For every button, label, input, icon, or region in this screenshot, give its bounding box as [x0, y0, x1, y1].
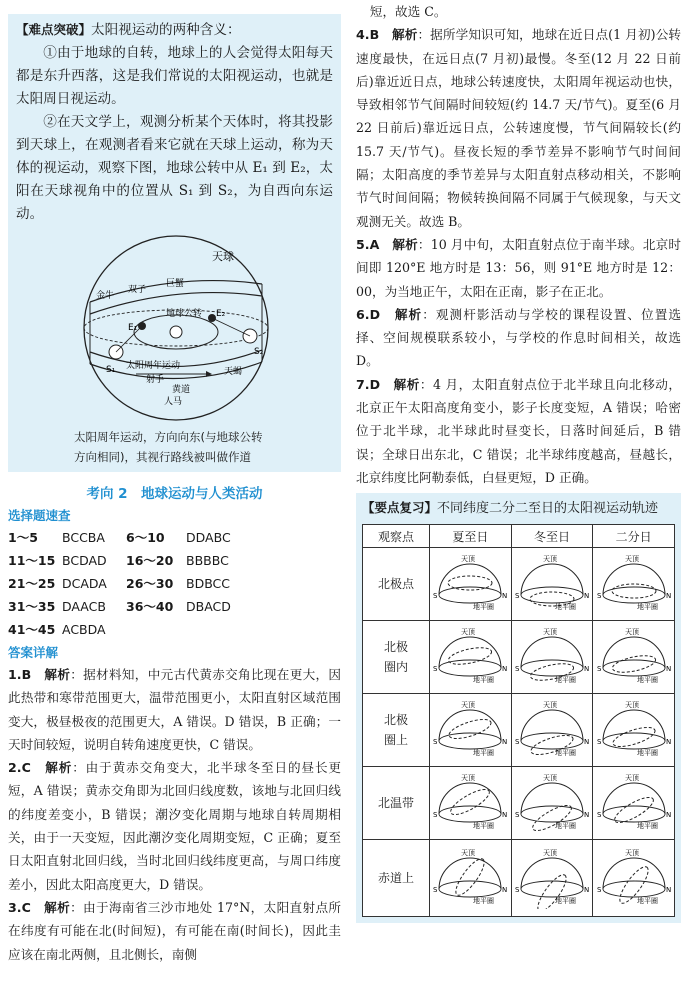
answer-values: DBACD — [186, 599, 231, 614]
row-label: 北极 圈内 — [363, 621, 430, 694]
south-label: S — [596, 591, 602, 600]
explanation-item — [356, 233, 681, 303]
row-label: 北极 圈上 — [363, 694, 430, 767]
horizon-ellipse — [603, 660, 665, 676]
sun-path-dome-cell — [593, 840, 675, 917]
sun-path-dome-svg — [597, 845, 671, 909]
item-number: 3. — [8, 899, 22, 915]
sun-path-line — [452, 855, 489, 899]
difficulty-breakthrough-box — [8, 14, 341, 472]
horizon-label: 地平圈 — [636, 896, 658, 905]
south-label: S — [514, 591, 520, 600]
horizon-label: 地平圈 — [554, 896, 576, 905]
sun-path-dome-svg — [433, 697, 507, 761]
zenith-label: 天顶 — [624, 848, 639, 857]
sun-path-line — [447, 715, 493, 742]
celestial-sphere-diagram — [16, 232, 333, 466]
answer-range: 11～15 — [8, 553, 56, 568]
table-row — [363, 767, 675, 840]
sun-path-dome-cell — [511, 767, 593, 840]
sun-path-dome-svg — [515, 624, 589, 688]
explanation-item — [356, 303, 681, 373]
answer-range: 41～45 — [8, 622, 56, 637]
sun-path-dome-cell — [593, 621, 675, 694]
north-label: N — [665, 591, 671, 600]
horizon-label: 地平圈 — [473, 675, 495, 684]
item-label: 解析 — [392, 236, 418, 252]
south-label: S — [433, 885, 438, 894]
explanation-item — [8, 663, 341, 756]
item-answer: D — [369, 306, 381, 322]
sun-path-dome-svg — [433, 845, 507, 909]
sun-path-dome-svg — [597, 697, 671, 761]
item-text: ：据材料知，中元古代黄赤交角比现在更大，因此热带和寒带范围更大，温带范围更小，太阳直射区域范围变大，极昼极夜的范围更大，A 错误。D 错误，B 正确；一天时间较短，说明自转角速度更快，C 错误。 — [8, 667, 342, 752]
horizon-ellipse — [603, 733, 665, 749]
zenith-label: 天顶 — [542, 554, 557, 563]
item-text: ：由于海南省三沙市地处 17°N，太阳直射点所在纬度有可能在北(时间短)，有可能在南(时间长)，因此圭应该在南北两侧，且北侧长，南侧 — [8, 899, 342, 962]
answer-row — [8, 526, 341, 549]
sun-path-dome-cell — [593, 548, 675, 621]
answer-values: BDBCC — [186, 576, 231, 591]
horizon-ellipse — [439, 660, 501, 676]
section-title: 考向 2 地球运动与人类活动 — [86, 486, 263, 502]
horizon-ellipse — [439, 587, 501, 603]
zenith-label: 天顶 — [461, 627, 476, 636]
explanation-item — [8, 896, 341, 966]
item-label: 解析 — [392, 27, 418, 43]
key-review-box — [356, 493, 681, 923]
sun-path-dome-cell — [593, 694, 675, 767]
celestial-sphere-svg — [16, 232, 333, 422]
label-s1: S₁ — [106, 365, 116, 375]
left-column — [8, 14, 341, 966]
item-3-continuation: 短，故选 C。 — [369, 4, 447, 19]
north-label: N — [665, 885, 671, 894]
answer-range: 26～30 — [126, 576, 174, 591]
north-label: N — [583, 810, 589, 819]
table-row — [363, 840, 675, 917]
label-e1: E₁ — [128, 323, 138, 333]
horizon-label: 地平圈 — [636, 821, 658, 830]
label-scorpio: 天蝎 — [224, 367, 243, 377]
horizon-label: 地平圈 — [554, 675, 576, 684]
sun-path-dome-cell — [430, 840, 512, 917]
sun-path-dome-svg — [515, 845, 589, 909]
detail-title: 答案详解 — [8, 645, 59, 660]
south-label: S — [514, 810, 520, 819]
answer-values: DAACB — [62, 599, 106, 614]
zenith-label: 天顶 — [542, 773, 557, 782]
horizon-label: 地平圈 — [554, 602, 576, 611]
sun-path-dome-svg — [433, 624, 507, 688]
south-label: S — [433, 810, 438, 819]
south-label: S — [596, 810, 602, 819]
item-number: 7. — [356, 376, 370, 392]
horizon-label: 地平圈 — [473, 602, 495, 611]
zenith-label: 天顶 — [542, 627, 557, 636]
item-text: ：4 月，太阳直射点位于北半球且向北移动，北京正午太阳高度角变小，影子长度变短，A 错误；哈密位于北半球，北半球此时昼变长，日落时间延后，B 错误；全球日出东北，C 错误；北半球纬度越高，昼越长，北京纬度比阿勒泰低，白昼更短，D 正确。 — [356, 376, 682, 485]
north-label: N — [502, 591, 508, 600]
south-label: S — [433, 664, 438, 673]
explanation-item — [356, 23, 681, 233]
zenith-label: 天顶 — [461, 848, 476, 857]
concept-intro-text: 太阳视运动的两种含义： — [91, 22, 241, 38]
table-header: 观察点 — [363, 525, 430, 548]
answer-values: DCADA — [62, 576, 107, 591]
zenith-label: 天顶 — [542, 700, 557, 709]
zenith-label: 天顶 — [461, 700, 476, 709]
item-label: 解析 — [44, 899, 71, 915]
sun-path-line — [447, 644, 493, 667]
item-answer: C — [21, 899, 31, 915]
answer-grid — [8, 526, 341, 641]
label-gemini: 双子 — [128, 285, 147, 295]
item-label: 解析 — [44, 667, 71, 682]
horizon-ellipse — [603, 881, 665, 897]
label-celestial-sphere: 天球 — [212, 250, 234, 263]
item-text: ：观测杆影活动与学校的课程设置、位置选择、空间规模联系较小，与学校的作息时间相关，故选 D。 — [356, 306, 682, 369]
horizon-label: 地平圈 — [473, 896, 495, 905]
horizon-ellipse — [439, 881, 501, 897]
north-label: N — [665, 810, 671, 819]
concept-tag: 【难点突破】 — [16, 22, 92, 37]
answer-range: 31～35 — [8, 599, 56, 614]
south-label: S — [596, 737, 602, 746]
sun-path-dome-cell — [511, 840, 593, 917]
horizon-label: 地平圈 — [554, 748, 576, 757]
south-label: S — [596, 664, 602, 673]
answer-range: 36～40 — [126, 599, 174, 614]
sun-path-dome-cell — [430, 694, 512, 767]
label-e2: E₂ — [216, 309, 226, 319]
row-label: 北温带 — [363, 767, 430, 840]
sun-path-dome-cell — [511, 694, 593, 767]
diagram-caption-line-1: 太阳周年运动，方向向东(与地球公转 — [74, 430, 263, 444]
sun-path-dome-svg — [597, 770, 671, 834]
sun-path-line — [611, 652, 657, 675]
table-body — [363, 548, 675, 917]
item-label: 解析 — [394, 306, 423, 322]
right-column — [356, 0, 681, 923]
answer-values: BCCBA — [62, 530, 105, 545]
north-label: N — [502, 664, 508, 673]
zenith-label: 天顶 — [624, 773, 639, 782]
explanation-item — [356, 373, 681, 489]
label-cancer: 巨蟹 — [166, 279, 185, 289]
south-label: S — [514, 885, 520, 894]
answer-values: BBBBC — [186, 553, 229, 568]
horizon-label: 地平圈 — [554, 821, 576, 830]
answer-range: 16～20 — [126, 553, 174, 568]
answer-range: 1～5 — [8, 530, 38, 545]
answer-row — [8, 618, 341, 641]
zenith-label: 天顶 — [461, 554, 476, 563]
item-answer: D — [369, 376, 381, 392]
table-row — [363, 548, 675, 621]
row-label: 北极点 — [363, 548, 430, 621]
sun-path-dome-svg — [433, 551, 507, 615]
label-taurus: 金牛 — [96, 291, 115, 301]
dome-outline — [521, 637, 583, 668]
concept-intro — [16, 18, 333, 42]
table-header: 二分日 — [593, 525, 675, 548]
item-answer: B — [369, 27, 380, 43]
table-header: 夏至日 — [430, 525, 512, 548]
answer-range: 21～25 — [8, 576, 56, 591]
item-number: 6. — [356, 306, 370, 322]
south-label: S — [433, 591, 438, 600]
label-ecliptic: 黄道 — [172, 385, 191, 395]
horizon-label: 地平圈 — [636, 675, 658, 684]
label-sagittarius: 射手 — [146, 375, 165, 385]
concept-point-2: ②在天文学上，观测分析某个天体时，将其投影到天球上，在观测者看来它就在天球上运动，称为天体的视运动，观察下图，地球公转中从 E₁ 到 E₂，太阳在天球视角中的位置从 S₁ 到 S₂，为自西向东运动。 — [16, 114, 333, 222]
north-label: N — [665, 737, 671, 746]
sun-path-dome-cell — [430, 621, 512, 694]
label-sun-annual-motion: 太阳周年运动 — [126, 361, 181, 371]
north-label: N — [502, 810, 508, 819]
answer-row — [8, 595, 341, 618]
north-label: N — [583, 591, 589, 600]
row-label: 赤道上 — [363, 840, 430, 917]
sun-path-dome-svg — [433, 770, 507, 834]
sun-path-dome-cell — [511, 548, 593, 621]
sun-path-dome-svg — [515, 697, 589, 761]
north-label: N — [665, 664, 671, 673]
review-title: 不同纬度二分二至日的太阳视运动轨迹 — [437, 501, 659, 517]
item-number: 2. — [8, 760, 22, 776]
horizon-ellipse — [521, 881, 583, 897]
review-tag: 【要点复习】 — [362, 500, 438, 516]
sun-path-dome-cell — [430, 548, 512, 621]
item-answer: A — [369, 236, 380, 252]
item-label: 解析 — [393, 376, 420, 392]
diagram-caption-line-2: 方向相同)，其视行路线被叫做作道 — [74, 450, 251, 464]
answer-range: 6～10 — [126, 530, 165, 545]
answer-values: ACBDA — [62, 622, 106, 637]
dome-outline — [439, 783, 501, 814]
horizon-label: 地平圈 — [473, 748, 495, 757]
horizon-ellipse — [439, 733, 501, 749]
item-text: ：10 月中旬，太阳直射点位于南半球。北京时间即 120°E 地方时是 13：56，则 91°E 地方时是 12：00，为当地正午，太阳在正南，影子在正北。 — [356, 236, 682, 299]
item-number: 4. — [356, 27, 370, 43]
item-label: 解析 — [45, 760, 73, 776]
zenith-label: 天顶 — [542, 848, 557, 857]
sun-path-line — [448, 785, 493, 819]
sun-path-dome-svg — [597, 624, 671, 688]
item-answer: C — [21, 760, 31, 776]
table-row — [363, 694, 675, 767]
dome-outline — [603, 783, 665, 814]
sun-path-dome-svg — [597, 551, 671, 615]
sun-path-dome-cell — [593, 767, 675, 840]
horizon-label: 地平圈 — [636, 748, 658, 757]
sun-path-dome-svg — [515, 770, 589, 834]
label-centaur: 人马 — [164, 397, 183, 407]
zenith-label: 天顶 — [624, 554, 639, 563]
zenith-label: 天顶 — [624, 700, 639, 709]
label-earth-revolution: 地球公转 — [166, 309, 203, 319]
north-label: N — [583, 737, 589, 746]
horizon-ellipse — [439, 806, 501, 822]
dome-outline — [521, 564, 583, 595]
quick-check-title: 选择题速查 — [8, 508, 71, 523]
item-text: ：据所学知识可知，地球在近日点(1 月初)公转速度最快，在远日点(7 月初)最慢。冬至(12 月 22 日前后)靠近近日点，地球公转速度快，太阳周年视运动也快，导致相邻节气间隔时间较短(约 14.7 天/节气)。夏至(6 月 22 日前后)靠近远日点，公转速度慢，节气间隔较长(约 15.7 天/节气)。昼夜长短的季节差异不影响节气时间间隔；太阳高度的季节差异与太阳直射点移动相关，不影响节气时间间隔；物候转换间隔不同属于气候现象，与天文观测无关。故选 B。 — [356, 27, 682, 229]
horizon-ellipse — [603, 806, 665, 822]
north-label: N — [583, 664, 589, 673]
horizon-label: 地平圈 — [473, 821, 495, 830]
item-text: ：由于黄赤交角变大，北半球冬至日的昼长更短，A 错误；黄赤交角即为北回归线度数，该地与北回归线的纬度差变小，B 错误；潮汐变化周期与地球自转周期相关，由于一天变短，因此潮汐变化周期变短，C 正确；夏至日太阳直射北回归线，当时北回归线纬度更高，与周口纬度差小，因此太阳高度更大，D 错误。 — [8, 760, 342, 892]
item-number: 1. — [8, 667, 22, 682]
dome-outline — [521, 858, 583, 889]
south-label: S — [596, 885, 602, 894]
answer-row — [8, 549, 341, 572]
review-heading — [362, 497, 675, 520]
zenith-label: 天顶 — [624, 627, 639, 636]
concept-point-1: ①由于地球的自转，地球上的人会觉得太阳每天都是东升西落，这是我们常说的太阳视运动，也就是太阳周日视运动。 — [16, 45, 333, 107]
explanation-item — [8, 756, 341, 896]
south-label: S — [433, 737, 438, 746]
table-header-row — [363, 525, 675, 548]
sun-path-dome-cell — [511, 621, 593, 694]
sun-path-table — [362, 524, 675, 917]
sun-path-dome-svg — [515, 551, 589, 615]
table-row — [363, 621, 675, 694]
north-label: N — [502, 885, 508, 894]
dome-outline — [603, 637, 665, 668]
label-s2: S₂ — [254, 347, 264, 357]
south-label: S — [514, 664, 520, 673]
item-number: 5. — [356, 236, 370, 252]
north-label: N — [583, 885, 589, 894]
answer-values: DDABC — [186, 530, 231, 545]
zenith-label: 天顶 — [461, 773, 476, 782]
horizon-ellipse — [521, 806, 583, 822]
item-answer: B — [21, 667, 32, 682]
answer-values: BCDAD — [62, 553, 107, 568]
dome-outline — [439, 858, 501, 889]
dome-outline — [521, 783, 583, 814]
dome-outline — [439, 564, 501, 595]
horizon-label: 地平圈 — [636, 602, 658, 611]
sun-path-line — [611, 723, 657, 750]
dome-outline — [521, 710, 583, 741]
horizon-ellipse — [521, 733, 583, 749]
sun-path-dome-cell — [430, 767, 512, 840]
dome-outline — [603, 710, 665, 741]
south-label: S — [514, 737, 520, 746]
table-header: 冬至日 — [511, 525, 593, 548]
sun-path-line — [612, 584, 656, 598]
north-label: N — [502, 737, 508, 746]
answer-row — [8, 572, 341, 595]
